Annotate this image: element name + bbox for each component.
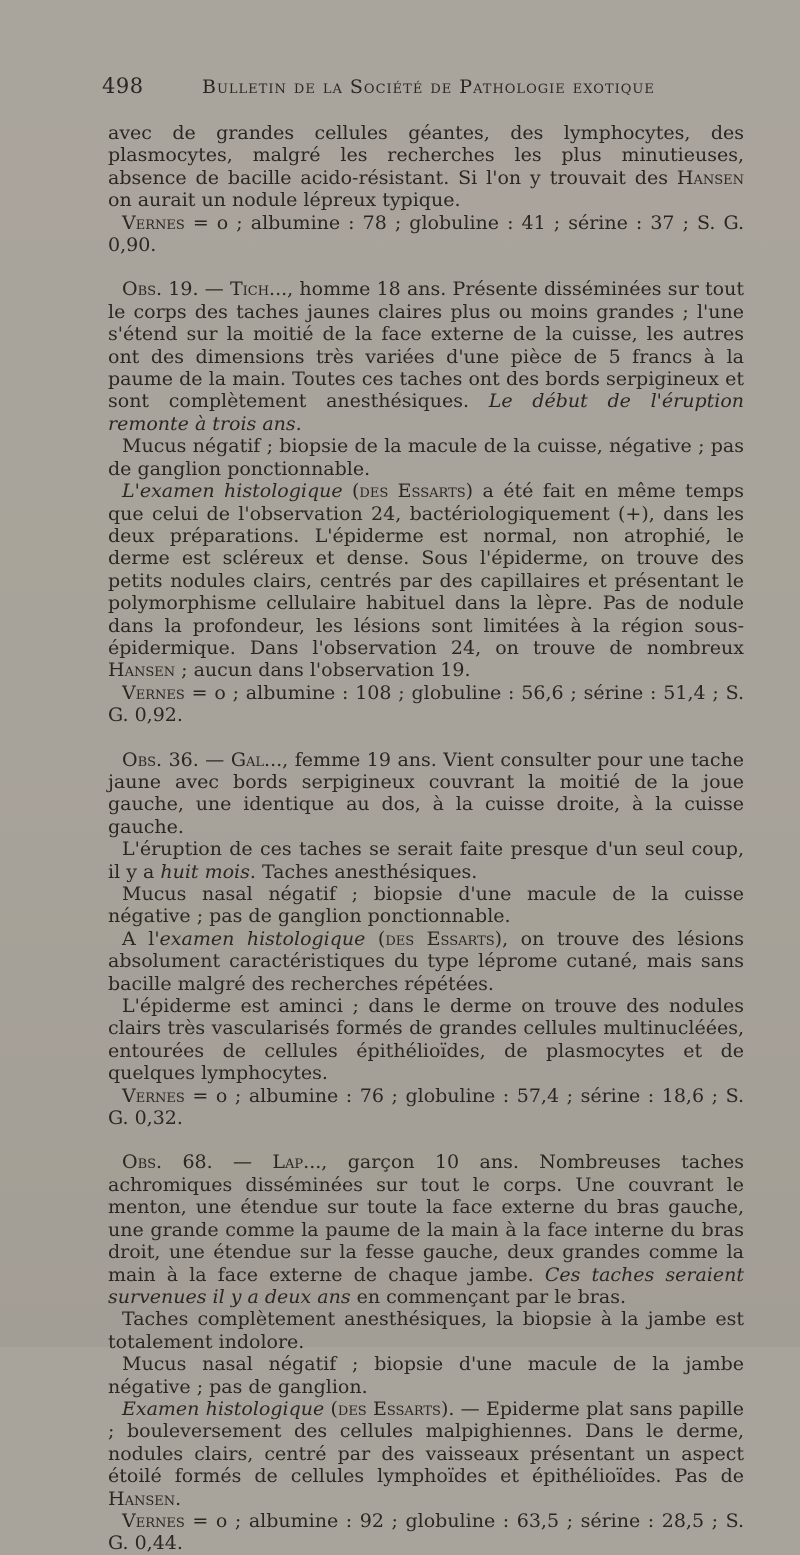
text-span: (des Essarts) <box>342 480 474 503</box>
text-span: Obs. 19. — <box>122 278 230 301</box>
text-span: examen histologique <box>159 927 366 950</box>
text-span: = o ; albumine : 76 ; globuline : 57,4 ; sérine : 18,6 ; S. G. 0,32. <box>108 1084 744 1130</box>
text-span: Vernes <box>122 681 185 704</box>
running-title: Bulletin de la Société de Pathologie exotique <box>202 76 655 98</box>
text-span: Obs. 68. — <box>122 1151 273 1174</box>
text-span: en commençant par le bras. <box>350 1285 626 1308</box>
page-header <box>102 72 742 102</box>
observation-68-heading-paragraph <box>108 1151 744 1308</box>
text-span: Hansen <box>108 659 176 682</box>
text-span: a été fait en même temps que celui de l'observation 24, bactériologiquement (+), dans les deux préparations. L'épiderme est normal, non atrophié, le derme est scléreux et dense. Sous l'épiderme, on trouve des petits nodules clairs, centrés par des capillaires et présentant le polymorphisme cellulaire habituel dans la lèpre. Pas de nodule dans la profondeur, les lésions sont limitées à la région sous-épidermique. Dans l'observation 24, on trouve de nombreux <box>108 480 744 659</box>
text-span: Hansen <box>676 166 744 189</box>
text-span: L'éruption de ces taches se serait faite presque d'un seul coup, il y a <box>108 838 744 883</box>
observation-68-anesthesia-paragraph: Taches complètement anesthésiques, la biopsie à la jambe est totalement indolore. <box>108 1308 744 1353</box>
text-span: Gal <box>230 748 265 771</box>
text-span: (des Essarts) <box>324 1397 449 1420</box>
text-span: ..., homme 18 ans. Présente disséminées sur tout le corps des taches jaunes claires plus ou moins grandes ; l'une s'étend sur la moitié de la face externe de la cuisse, les autres ont des dimensions très variées d'une pièce de 5 francs à la paume de la main. Toutes ces taches ont des bords serpigineux et sont complètement anesthésiques. <box>108 278 744 413</box>
observation-68-histology-paragraph <box>108 1398 744 1510</box>
text-span: . <box>175 1487 182 1510</box>
text-span: ..., femme 19 ans. Vient consulter pour une tache jaune avec bords serpigineux couvrant la moitié de la joue gauche, une identique au dos, à la cuisse droite, à la cuisse gauche. <box>108 748 744 838</box>
observation-36-eruption-paragraph <box>108 838 744 883</box>
text-span: Tich <box>229 278 270 301</box>
text-span: Vernes <box>122 1084 185 1107</box>
text-span: ..., garçon 10 ans. Nombreuses taches achromiques disséminées sur tout le corps. Une couvrant le menton, une étendue sur toute la face externe du bras gauche, une grande comme la paume de la main à la face interne du bras droit, une étendue sur la fesse gauche, deux grandes comme la main à la face externe de chaque jambe. <box>108 1151 744 1286</box>
text-span: Hansen <box>108 1487 176 1510</box>
text-span: on aurait un nodule lépreux typique. <box>108 189 461 212</box>
observation-36-heading-paragraph <box>108 749 744 839</box>
text-span: . Taches anesthésiques. <box>249 860 478 883</box>
text-span: . — Epiderme plat sans papille ; bouleversement des cellules malpighiennes. Dans le derme, nodules clairs, centré par des vaisseaux présentant un aspect étoilé formés de cellules lymphoïdes et épithélioïdes. Pas de <box>108 1397 744 1488</box>
text-span: A l' <box>122 927 160 950</box>
text-span: Examen histologique <box>122 1397 325 1420</box>
observation-19-mucus-paragraph: Mucus négatif ; biopsie de la macule de la cuisse, négative ; pas de ganglion ponctionnable. <box>108 435 744 480</box>
observation-36-epidermis-paragraph: L'épiderme est aminci ; dans le derme on trouve des nodules clairs très vascularisés formés de grandes cellules multinucléées, entourées de cellules épithélioïdes, de plasmocytes et de quelques lymphocytes. <box>108 995 744 1085</box>
observation-19-lab-results <box>108 682 744 727</box>
text-span: = o ; albumine : 92 ; globuline : 63,5 ; sérine : 28,5 ; S. G. 0,44. <box>108 1509 744 1555</box>
text-span: huit mois <box>160 860 250 883</box>
text-span: Vernes <box>122 211 185 234</box>
observation-36-mucus-paragraph: Mucus nasal négatif ; biopsie d'une macule de la cuisse négative ; pas de ganglion ponctionnable. <box>108 883 744 928</box>
text-span: Vernes <box>122 1509 185 1532</box>
page-number: 498 <box>102 74 144 98</box>
observation-19-histology-paragraph <box>108 480 744 682</box>
text-span: ; aucun dans l'observation 19. <box>175 659 471 682</box>
lab-results-line <box>108 212 744 257</box>
observation-19-heading-paragraph <box>108 278 744 435</box>
text-span: Ces taches seraient survenues il y a deux ans <box>108 1263 745 1308</box>
observation-36-lab-results <box>108 1085 744 1130</box>
text-span: = o ; albumine : 108 ; globuline : 56,6 ; sérine : 51,4 ; S. G. 0,92. <box>108 681 744 727</box>
observation-68-lab-results <box>108 1510 744 1555</box>
text-span: (des Essarts) <box>365 927 503 950</box>
text-span: = o ; albumine : 78 ; globuline : 41 ; sérine : 37 ; S. G. 0,90. <box>108 211 744 257</box>
text-span: avec de grandes cellules géantes, des lymphocytes, des plasmocytes, malgré les recherches les plus minutieuses, absence de bacille acido-résistant. Si l'on y trouvait des <box>108 122 744 189</box>
text-span: Le début de l'éruption remonte à trois ans. <box>108 390 744 435</box>
text-span: Obs. 36. — <box>122 748 231 771</box>
continuation-paragraph <box>108 122 744 212</box>
text-span: Lap <box>272 1151 304 1174</box>
page-body <box>108 122 744 1555</box>
text-span: , on trouve des lésions absolument caractéristiques du type léprome cutané, mais sans bacille malgré des recherches répétées. <box>108 927 744 995</box>
text-span: L'examen histologique <box>122 480 343 503</box>
observation-36-histology-paragraph <box>108 928 744 995</box>
observation-68-mucus-paragraph: Mucus nasal négatif ; biopsie d'une macule de la jambe négative ; pas de ganglion. <box>108 1353 744 1398</box>
